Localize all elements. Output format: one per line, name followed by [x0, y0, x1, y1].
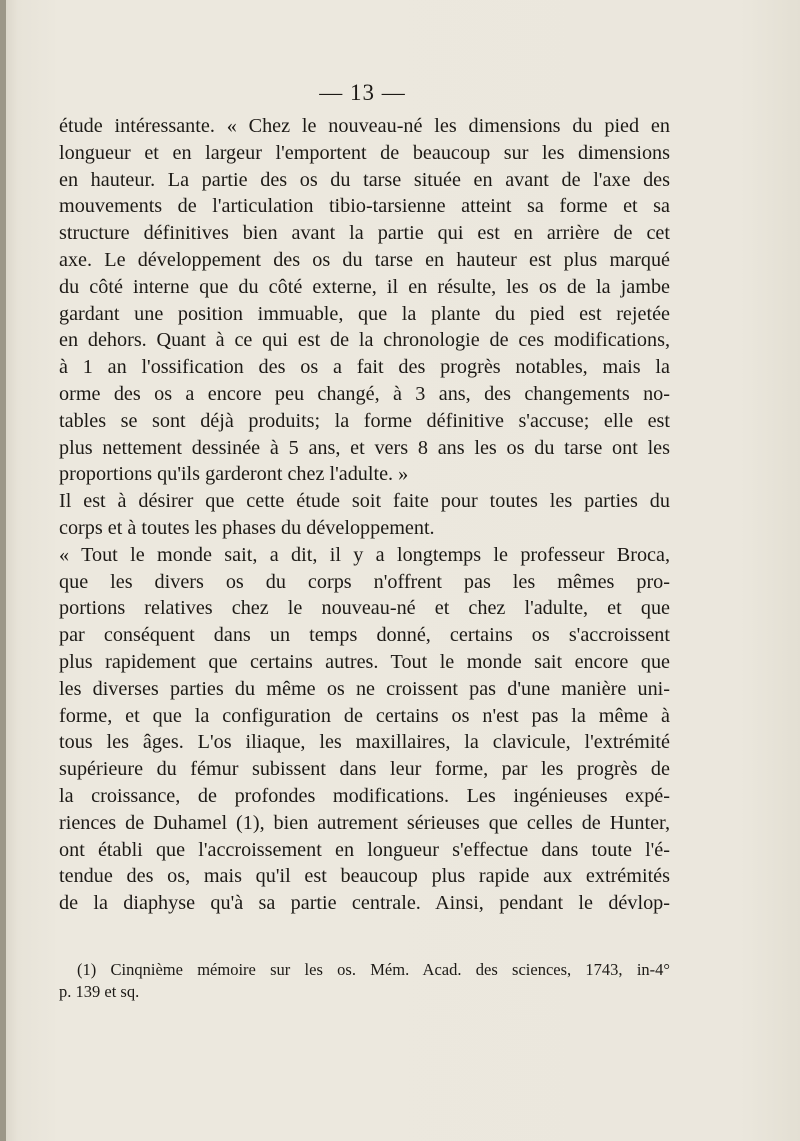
text-line: Il est à désirer que cette étude soit faite pour toutes les parties du	[59, 490, 670, 513]
page-number: — 13 —	[319, 80, 406, 105]
text-line: proportions qu'ils garderont chez l'adulte. »	[59, 463, 409, 486]
text-line: plus rapidement que certains autres. Tout le monde sait encore que	[59, 650, 670, 673]
text-line: plus nettement dessinée à 5 ans, et vers 8 ans les os du tarse ont les	[59, 436, 670, 459]
text-line: mouvements de l'articulation tibio-tarsienne atteint sa forme et sa	[59, 195, 670, 218]
text-line: portions relatives chez le nouveau-né et chez l'adulte, et que	[59, 597, 670, 620]
text-line: de la diaphyse qu'à sa partie centrale. Ainsi, pendant le dévlop-	[59, 892, 670, 915]
footnotes	[59, 959, 670, 1003]
body-text	[59, 113, 670, 917]
text-line: orme des os a encore peu changé, à 3 ans, des changements no-	[59, 382, 670, 405]
text-line: en dehors. Quant à ce qui est de la chronologie de ces modifications,	[59, 329, 670, 352]
text-line: longueur et en largeur l'emportent de beaucoup sur les dimensions	[59, 141, 670, 164]
text-line: à 1 an l'ossification des os a fait des progrès notables, mais la	[59, 356, 670, 379]
text-line: tables se sont déjà produits; la forme définitive s'accuse; elle est	[59, 409, 670, 432]
text-line: riences de Duhamel (1), bien autrement sérieuses que celles de Hunter,	[59, 811, 670, 834]
text-line: forme, et que la configuration de certains os n'est pas la même à	[59, 704, 670, 727]
text-line: ont établi que l'accroissement en longueur s'effectue dans toute l'é-	[59, 838, 670, 861]
text-line: du côté interne que du côté externe, il en résulte, les os de la jambe	[59, 275, 670, 298]
footnote-line: p. 139 et sq.	[59, 982, 140, 1001]
text-line: « Tout le monde sait, a dit, il y a longtemps le professeur Broca,	[59, 543, 670, 566]
text-line: en hauteur. La partie des os du tarse située en avant de l'axe des	[59, 168, 670, 191]
text-line: axe. Le développement des os du tarse en hauteur est plus marqué	[59, 248, 670, 271]
text-line: étude intéressante. « Chez le nouveau-né les dimensions du pied en	[59, 115, 670, 137]
text-line: la croissance, de profondes modifications. Les ingénieuses expé-	[59, 784, 670, 807]
text-line: supérieure du fémur subissent dans leur forme, par les progrès de	[59, 758, 670, 781]
text-line: que les divers os du corps n'offrent pas les mêmes pro-	[59, 570, 670, 593]
text-line: tendue des os, mais qu'il est beaucoup plus rapide aux extrémités	[59, 865, 670, 888]
text-line: gardant une position immuable, que la plante du pied est rejetée	[59, 302, 670, 325]
text-line: par conséquent dans un temps donné, certains os s'accroissent	[59, 624, 670, 647]
text-line: les diverses parties du même os ne croissent pas d'une manière uni-	[59, 677, 670, 700]
text-line: structure définitives bien avant la partie qui est en arrière de cet	[59, 222, 670, 245]
text-line: corps et à toutes les phases du développement.	[59, 516, 435, 539]
text-line: tous les âges. L'os iliaque, les maxillaires, la clavicule, l'extrémité	[59, 731, 670, 754]
page-binding-edge	[0, 0, 6, 1141]
footnote-line: (1) Cinqnième mémoire sur les os. Mém. Acad. des sciences, 1743, in-4°	[77, 960, 670, 979]
